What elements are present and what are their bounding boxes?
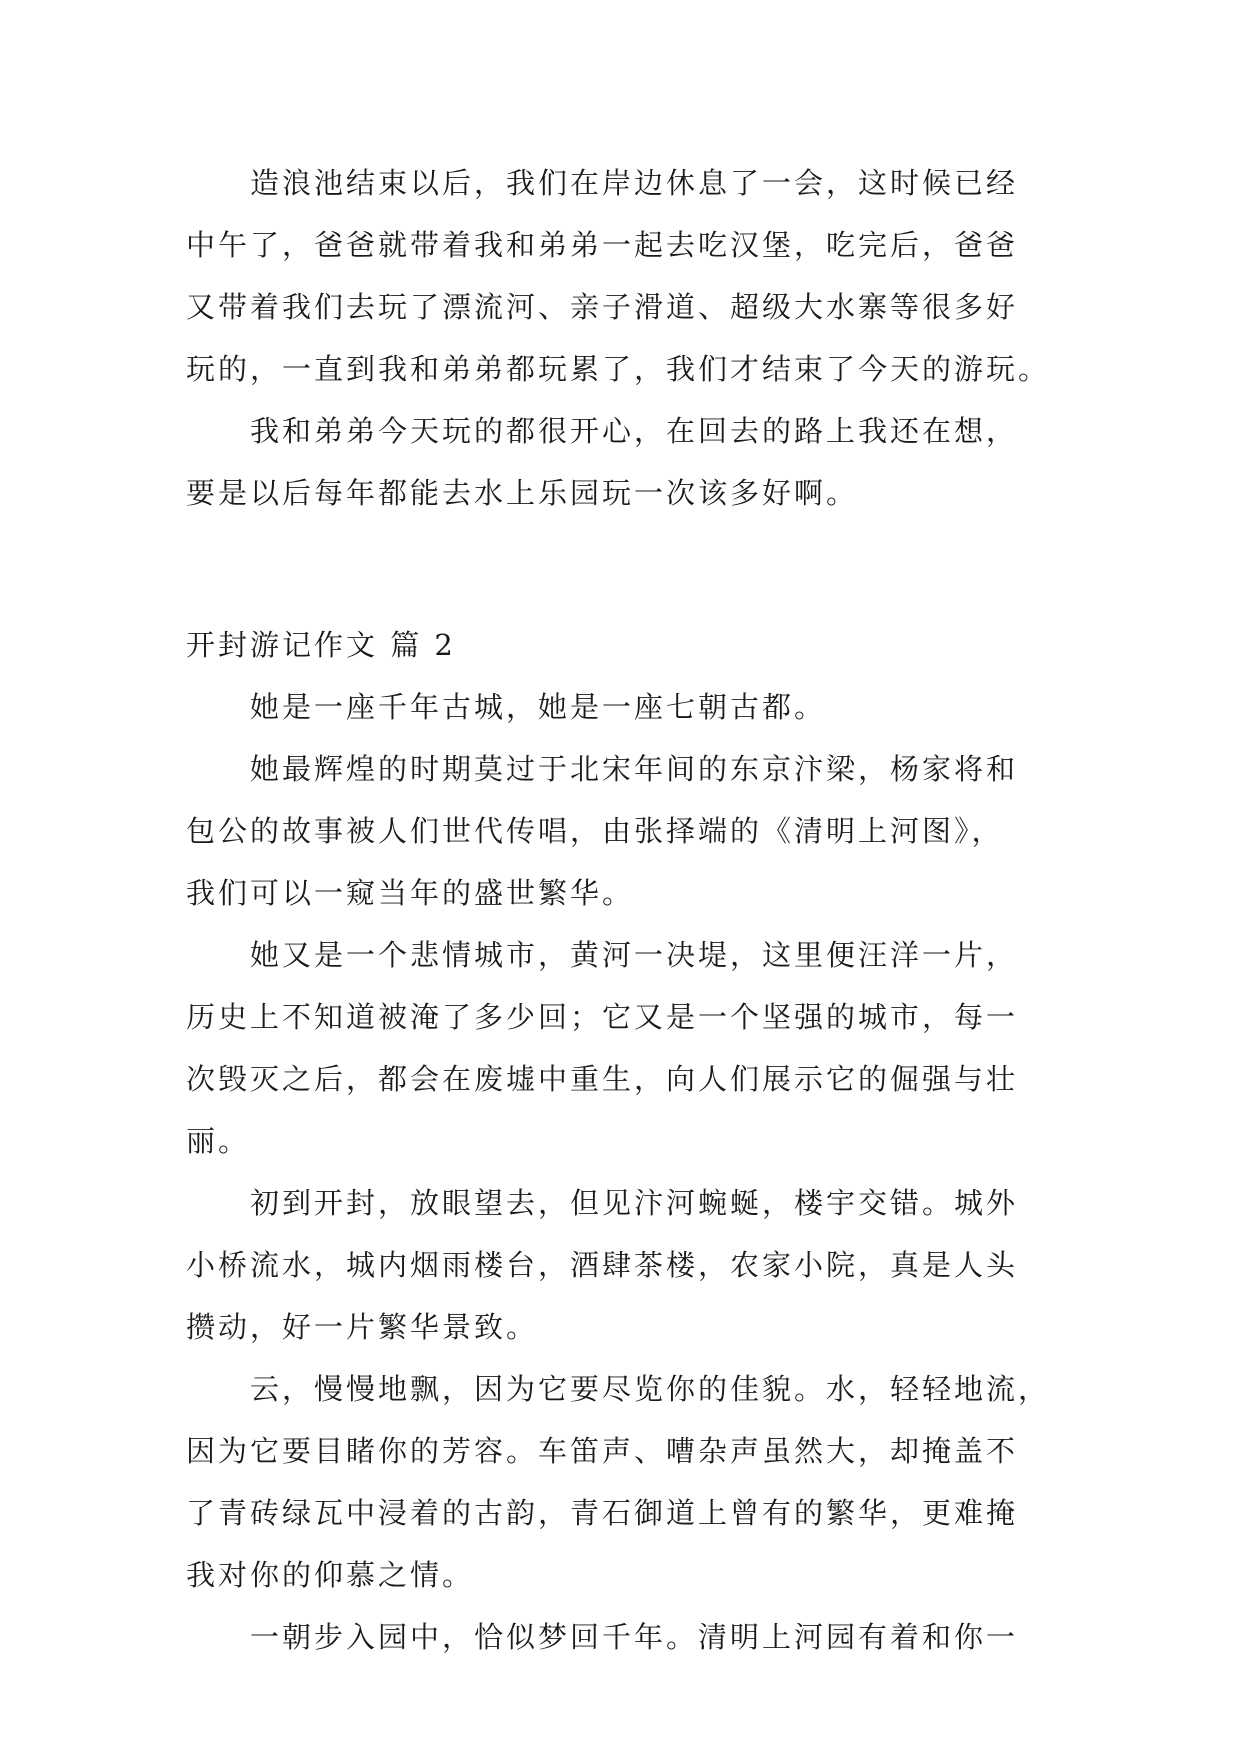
paragraph-line: 我对你的仰慕之情。	[186, 1558, 475, 1592]
paragraph-line: 她最辉煌的时期莫过于北宋年间的东京汴梁，杨家将和	[250, 752, 1019, 786]
paragraph	[186, 676, 1056, 738]
paragraph-line: 历史上不知道被淹了多少回；它又是一个坚强的城市，每一	[186, 1000, 1019, 1034]
paragraph-line: 云，慢慢地飘，因为它要尽览你的佳貌。水，轻轻地流，	[250, 1372, 1051, 1406]
paragraph-line: 要是以后每年都能去水上乐园玩一次该多好啊。	[186, 476, 859, 510]
section-spacer	[186, 524, 1056, 614]
paragraph-line: 她是一座千年古城，她是一座七朝古都。	[250, 690, 827, 724]
paragraph-line: 造浪池结束以后，我们在岸边休息了一会，这时候已经	[250, 166, 1019, 200]
paragraph-line: 小桥流水，城内烟雨楼台，酒肆茶楼，农家小院，真是人头	[186, 1248, 1019, 1282]
document-body	[186, 152, 1056, 1668]
paragraph	[186, 1358, 1056, 1606]
paragraph	[186, 738, 1056, 924]
paragraph-line: 初到开封，放眼望去，但见汴河蜿蜒，楼宇交错。城外	[250, 1186, 1019, 1220]
paragraph-line: 因为它要目睹你的芳容。车笛声、嘈杂声虽然大，却掩盖不	[186, 1434, 1019, 1468]
paragraph	[186, 1172, 1056, 1358]
paragraph-line: 攒动，好一片繁华景致。	[186, 1310, 539, 1344]
paragraph	[186, 1606, 1056, 1668]
paragraph	[186, 152, 1056, 400]
paragraph-line: 中午了，爸爸就带着我和弟弟一起去吃汉堡，吃完后，爸爸	[186, 228, 1019, 262]
paragraph-line: 包公的故事被人们世代传唱，由张择端的《清明上河图》，	[186, 814, 1004, 848]
section-title: 开封游记作文 篇 2	[186, 628, 456, 662]
paragraph	[186, 400, 1056, 524]
paragraph-line: 一朝步入园中，恰似梦回千年。清明上河园有着和你一	[250, 1620, 1019, 1654]
paragraph-line: 她又是一个悲情城市，黄河一决堤，这里便汪洋一片，	[250, 938, 1019, 972]
paragraph-line: 我们可以一窥当年的盛世繁华。	[186, 876, 635, 910]
paragraph-line: 玩的，一直到我和弟弟都玩累了，我们才结束了今天的游玩。	[186, 352, 1051, 386]
paragraph-line: 丽。	[186, 1124, 251, 1158]
paragraph-line: 了青砖绿瓦中浸着的古韵，青石御道上曾有的繁华，更难掩	[186, 1496, 1019, 1530]
paragraph	[186, 924, 1056, 1172]
paragraph-line: 又带着我们去玩了漂流河、亲子滑道、超级大水寨等很多好	[186, 290, 1019, 324]
paragraph-line: 次毁灭之后，都会在废墟中重生，向人们展示它的倔强与壮	[186, 1062, 1019, 1096]
paragraph-line: 我和弟弟今天玩的都很开心，在回去的路上我还在想，	[250, 414, 1019, 448]
